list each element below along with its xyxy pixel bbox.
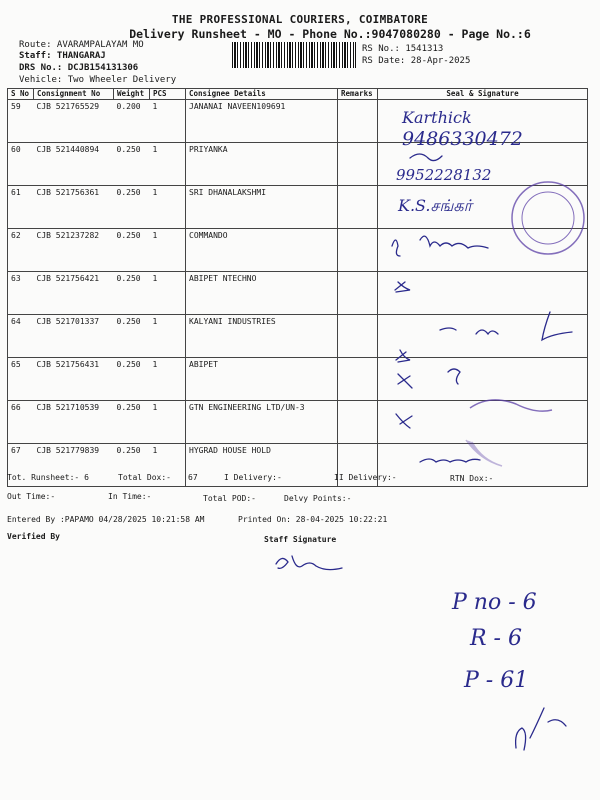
cell-consignee: PRIYANKA bbox=[186, 143, 338, 186]
cell-weight: 0.250 bbox=[114, 358, 150, 401]
cell-weight: 0.250 bbox=[114, 315, 150, 358]
in-time: In Time:- bbox=[108, 492, 152, 501]
cell-consignee: JANANAI NAVEEN109691 bbox=[186, 100, 338, 143]
col-signature: Seal & Signature bbox=[378, 89, 588, 100]
cell-pcs: 1 bbox=[150, 186, 186, 229]
staff-signature-label: Staff Signature bbox=[264, 535, 337, 544]
signature-60 bbox=[410, 154, 442, 161]
cell-sno: 59 bbox=[8, 100, 34, 143]
cell-sno: 60 bbox=[8, 143, 34, 186]
stamp-circle-61 bbox=[512, 182, 584, 254]
signature-63 bbox=[395, 282, 410, 292]
cell-consignment: CJB 521765529 bbox=[34, 100, 114, 143]
signature-66 bbox=[398, 369, 460, 388]
cell-weight: 0.250 bbox=[114, 272, 150, 315]
total-dox-label: Total Dox:- bbox=[118, 473, 171, 482]
signature-67 bbox=[396, 414, 480, 462]
handwritten-note-pno: P no - 6 bbox=[452, 590, 537, 615]
cell-pcs: 1 bbox=[150, 444, 186, 487]
handwritten-note-p: P - 61 bbox=[464, 668, 529, 693]
out-time: Out Time:- bbox=[7, 492, 56, 501]
runsheet-title: Delivery Runsheet - MO - Phone No.:9047080280 - Page No.:6 bbox=[129, 27, 531, 41]
cell-weight: 0.250 bbox=[114, 186, 150, 229]
cell-consignment: CJB 521440894 bbox=[34, 143, 114, 186]
total-dox-value: 67 bbox=[188, 473, 198, 482]
cell-consignee: ABIPET bbox=[186, 358, 338, 401]
handwritten-phone-60: 9952228132 bbox=[396, 166, 492, 184]
cell-consignment: CJB 521756431 bbox=[34, 358, 114, 401]
cell-pcs: 1 bbox=[150, 143, 186, 186]
stamp-66 bbox=[470, 400, 552, 411]
cell-consignee: HYGRAD HOUSE HOLD bbox=[186, 444, 338, 487]
delvy-points: Delvy Points:- bbox=[284, 494, 352, 503]
cell-sno: 63 bbox=[8, 272, 34, 315]
cell-consignee: GTN ENGINEERING LTD/UN-3 bbox=[186, 401, 338, 444]
cell-weight: 0.250 bbox=[114, 143, 150, 186]
cell-pcs: 1 bbox=[150, 229, 186, 272]
verified-by: Verified By bbox=[7, 532, 60, 541]
handwritten-phone-59: 9486330472 bbox=[402, 128, 523, 150]
cell-pcs: 1 bbox=[150, 358, 186, 401]
cell-pcs: 1 bbox=[150, 401, 186, 444]
tot-runsheet: Tot. Runsheet:- 6 bbox=[7, 473, 89, 482]
cell-weight: 0.250 bbox=[114, 401, 150, 444]
rtn-dox: RTN Dox:- bbox=[450, 474, 494, 483]
col-weight: Weight bbox=[114, 89, 150, 100]
cell-weight: 0.250 bbox=[114, 444, 150, 487]
cell-weight: 0.250 bbox=[114, 229, 150, 272]
cell-weight: 0.200 bbox=[114, 100, 150, 143]
cell-consignee: ABIPET NTECHNO bbox=[186, 272, 338, 315]
entered-by: Entered By :PAPAMO 04/28/2025 10:21:58 AM bbox=[7, 515, 205, 524]
ii-delivery: II Delivery:- bbox=[334, 473, 397, 482]
cell-sno: 67 bbox=[8, 444, 34, 487]
printed-on: Printed On: 28-04-2025 10:22:21 bbox=[238, 515, 388, 524]
company-name: THE PROFESSIONAL COURIERS, COIMBATORE bbox=[171, 13, 429, 26]
cell-sno: 66 bbox=[8, 401, 34, 444]
drs-number: DRS No.: DCJB154131306 bbox=[19, 63, 139, 73]
col-consignee: Consignee Details bbox=[186, 89, 338, 100]
col-remarks: Remarks bbox=[338, 89, 378, 100]
handwritten-name-59: Karthick bbox=[402, 108, 472, 127]
cell-consignment: CJB 521779839 bbox=[34, 444, 114, 487]
staff-label: Staff: THANGARAJ bbox=[19, 51, 106, 61]
route-label: Route: AVARAMPALAYAM MO bbox=[19, 40, 144, 50]
rs-date: RS Date: 28-Apr-2025 bbox=[362, 56, 471, 66]
cell-sno: 65 bbox=[8, 358, 34, 401]
cell-sno: 61 bbox=[8, 186, 34, 229]
rs-number: RS No.: 1541313 bbox=[362, 44, 444, 54]
handwritten-note-r: R - 6 bbox=[470, 626, 522, 651]
cell-consignee: SRI DHANALAKSHMI bbox=[186, 186, 338, 229]
cell-consignment: CJB 521701337 bbox=[34, 315, 114, 358]
cell-consignment: CJB 521756421 bbox=[34, 272, 114, 315]
col-consignment: Consignment No bbox=[34, 89, 114, 100]
cell-consignment: CJB 521756361 bbox=[34, 186, 114, 229]
staff-signature bbox=[276, 556, 342, 570]
col-sno: S No bbox=[8, 89, 34, 100]
i-delivery: I Delivery:- bbox=[224, 473, 282, 482]
total-pod: Total POD:- bbox=[203, 494, 256, 503]
initials-signature bbox=[516, 708, 566, 750]
handwritten-name-61: K.S.சங்கர் bbox=[398, 196, 472, 215]
stamp-67 bbox=[466, 440, 502, 466]
cell-pcs: 1 bbox=[150, 100, 186, 143]
signature-65 bbox=[396, 350, 410, 362]
cell-consignee: COMMANDO bbox=[186, 229, 338, 272]
signature-64 bbox=[440, 312, 572, 340]
cell-consignee: KALYANI INDUSTRIES bbox=[186, 315, 338, 358]
cell-pcs: 1 bbox=[150, 272, 186, 315]
cell-pcs: 1 bbox=[150, 315, 186, 358]
signature-62 bbox=[392, 236, 488, 256]
cell-sno: 64 bbox=[8, 315, 34, 358]
cell-consignment: CJB 521710539 bbox=[34, 401, 114, 444]
cell-sno: 62 bbox=[8, 229, 34, 272]
cell-consignment: CJB 521237282 bbox=[34, 229, 114, 272]
vehicle-label: Vehicle: Two Wheeler Delivery bbox=[19, 75, 177, 85]
col-pcs: PCS bbox=[150, 89, 186, 100]
